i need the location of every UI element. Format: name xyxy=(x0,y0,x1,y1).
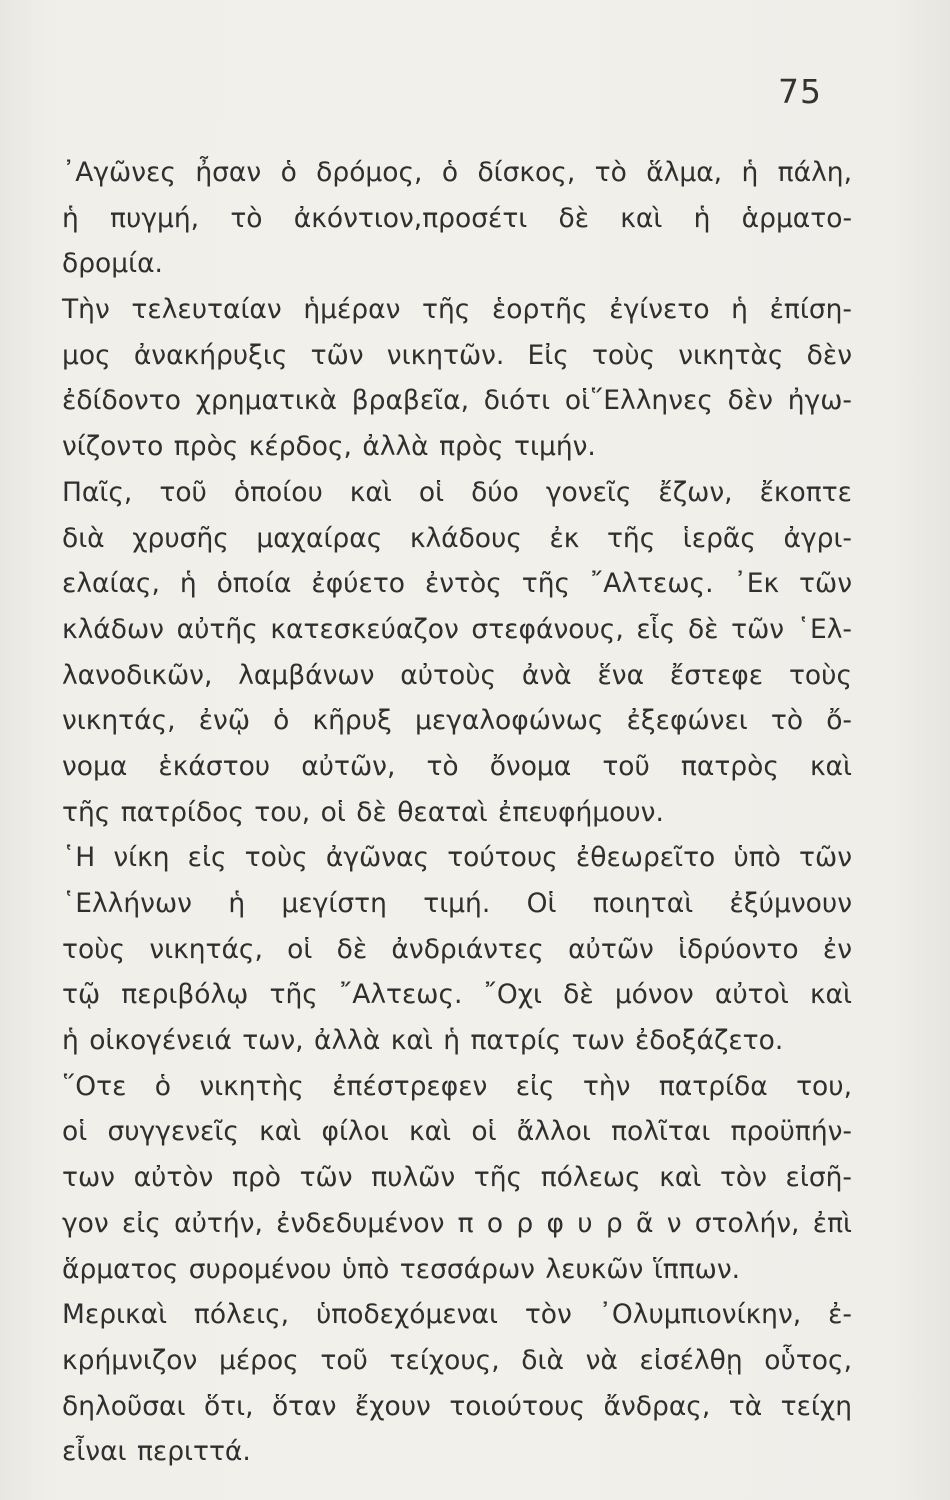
text-line: Μερικαὶ πόλεις, ὑποδεχόμεναι τὸν ᾿Ολυμπιονίκην, ἐ- xyxy=(62,1299,852,1331)
text-line: νίζοντο πρὸς κέρδος, ἀλλὰ πρὸς τιμήν. xyxy=(62,431,596,463)
text-line: τοὺς νικητάς, οἱ δὲ ἀνδριάντες αὐτῶν ἱδρύοντο ἐν xyxy=(62,933,852,965)
text-line: ᾿Αγῶνες ἦσαν ὁ δρόμος, ὁ δίσκος, τὸ ἅλμα, ἡ πάλη, xyxy=(62,157,852,188)
body-text xyxy=(62,150,852,1475)
text-line: ῾Η νίκη εἰς τοὺς ἀγῶνας τούτους ἐθεωρεῖτο ὑπὸ τῶν xyxy=(62,842,852,874)
text-line: Τὴν τελευταίαν ἡμέραν τῆς ἑορτῆς ἐγίνετο ἡ ἐπίση- xyxy=(62,294,852,326)
text-line: ῞Οτε ὁ νικητὴς ἐπέστρεφεν εἰς τὴν πατρίδα του, xyxy=(62,1070,852,1102)
text-line: ἐδίδοντο χρηματικὰ βραβεῖα, διότι οἱ῞Ελληνες δὲν ἠγω- xyxy=(62,385,852,417)
text-line: ἡ πυγμή, τὸ ἀκόντιον,προσέτι δὲ καὶ ἡ ἁρματο- xyxy=(62,202,852,234)
text-line: μος ἀνακήρυξις τῶν νικητῶν. Εἰς τοὺς νικητὰς δὲν xyxy=(62,339,852,371)
text-line: γον εἰς αὐτήν, ἐνδεδυμένον π ο ρ φ υ ρ ᾶ ν στολήν, ἐπὶ xyxy=(62,1207,852,1239)
text-line: οἱ συγγενεῖς καὶ φίλοι καὶ οἱ ἄλλοι πολῖται προϋπήν- xyxy=(62,1116,852,1148)
text-line: τῷ περιβόλῳ τῆς ῎Αλτεως. ῎Οχι δὲ μόνον αὐτοὶ καὶ xyxy=(62,979,852,1011)
text-line: Παῖς, τοῦ ὁποίου καὶ οἱ δύο γονεῖς ἔζων, ἔκοπτε xyxy=(62,476,852,508)
text-line: εἶναι περιττά. xyxy=(62,1436,251,1468)
text-line: τῆς πατρίδος του, οἱ δὲ θεαταὶ ἐπευφήμουν. xyxy=(62,796,664,828)
text-line: ἡ οἰκογένειά των, ἀλλὰ καὶ ἡ πατρίς των ἐδοξάζετο. xyxy=(62,1025,784,1057)
page-number: 75 xyxy=(778,72,822,111)
text-line: ἅρματος συρομένου ὑπὸ τεσσάρων λευκῶν ἵππων. xyxy=(62,1253,741,1285)
text-line: των αὐτὸν πρὸ τῶν πυλῶν τῆς πόλεως καὶ τὸν εἰσῆ- xyxy=(62,1162,852,1194)
text-line: κρήμνιζον μέρος τοῦ τείχους, διὰ νὰ εἰσέλθῃ οὗτος, xyxy=(62,1344,852,1376)
text-line: λανοδικῶν, λαμβάνων αὐτοὺς ἀνὰ ἕνα ἔστεφε τοὺς xyxy=(62,659,852,691)
text-line: κλάδων αὐτῆς κατεσκεύαζον στεφάνους, εἷς δὲ τῶν ῾Ελ- xyxy=(62,613,852,645)
text-line: δηλοῦσαι ὅτι, ὅταν ἔχουν τοιούτους ἄνδρας, τὰ τείχη xyxy=(62,1390,852,1422)
text-line: ῾Ελλήνων ἡ μεγίστη τιμή. Οἱ ποιηταὶ ἐξύμνουν xyxy=(62,888,852,919)
text-line: διὰ χρυσῆς μαχαίρας κλάδους ἐκ τῆς ἱερᾶς ἀγρι- xyxy=(62,522,852,554)
text-line: νομα ἑκάστου αὐτῶν, τὸ ὄνομα τοῦ πατρὸς καὶ xyxy=(62,750,852,782)
text-line: νικητάς, ἐνῷ ὁ κῆρυξ μεγαλοφώνως ἐξεφώνει τὸ ὄ- xyxy=(62,705,852,737)
text-line: δρομία. xyxy=(62,248,163,280)
text-line: ελαίας, ἡ ὁποία ἐφύετο ἐντὸς τῆς ῎Αλτεως. ᾿Εκ τῶν xyxy=(62,568,852,600)
